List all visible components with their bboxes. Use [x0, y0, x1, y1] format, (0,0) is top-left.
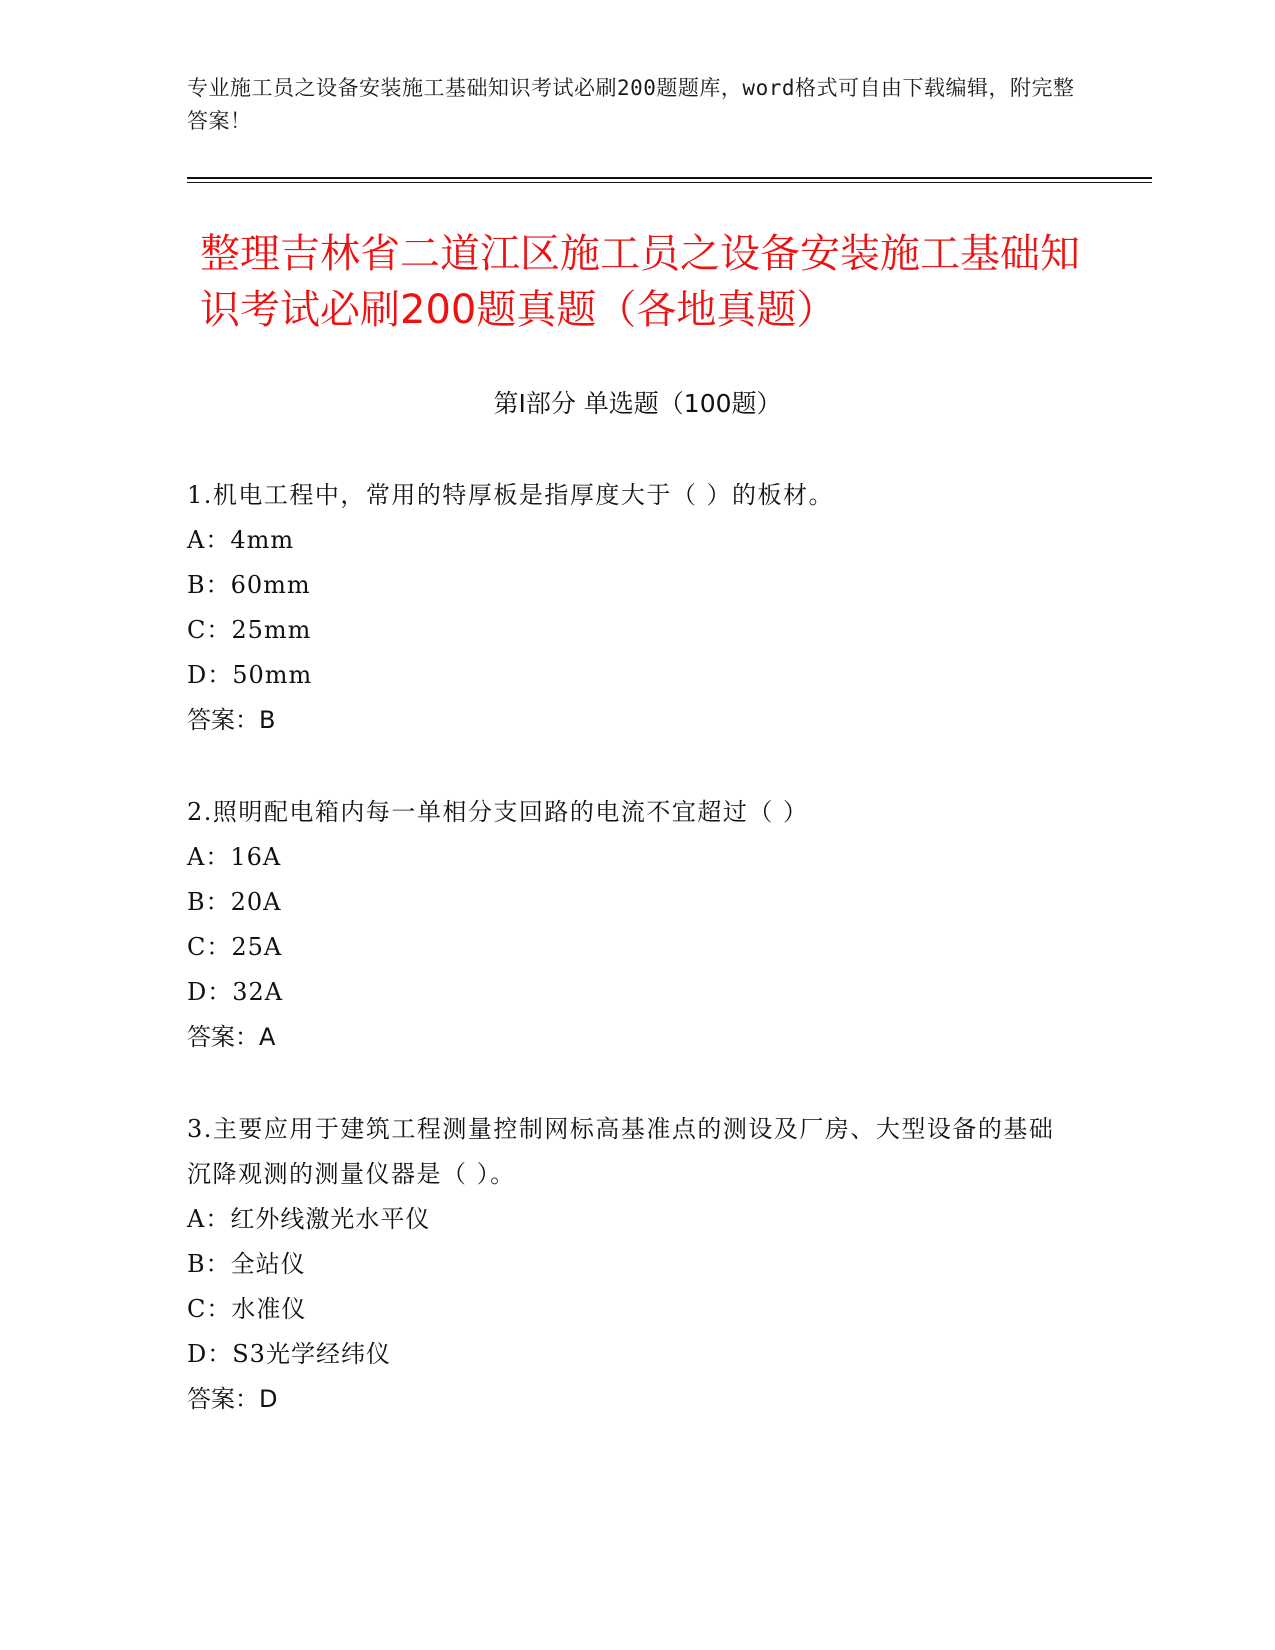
option-d: D：50mm [187, 661, 313, 689]
question-3 [187, 1107, 1067, 1422]
question-stem: 2.照明配电箱内每一单相分支回路的电流不宜超过（ ） [187, 798, 809, 826]
answer: 答案：A [187, 1023, 276, 1051]
header-rule-thin [187, 182, 1152, 183]
option-a: A：4mm [187, 526, 295, 554]
section-heading: 第I部分 单选题（100题） [493, 389, 782, 418]
option-c: C：水准仪 [187, 1295, 307, 1323]
header-rule-thick [187, 177, 1152, 179]
answer: 答案：D [187, 1385, 278, 1413]
answer: 答案：B [187, 706, 276, 734]
header-note: 专业施工员之设备安装施工基础知识考试必刷200题题库，word格式可自由下载编辑，附完整答案！ [187, 76, 1075, 133]
question-2 [187, 790, 1067, 1060]
option-b: B：全站仪 [187, 1250, 306, 1278]
option-a: A：16A [187, 843, 282, 871]
option-b: B：60mm [187, 571, 311, 599]
option-d: D：S3光学经纬仪 [187, 1340, 391, 1368]
question-1 [187, 473, 1067, 743]
option-c: C：25A [187, 933, 283, 961]
option-b: B：20A [187, 888, 282, 916]
question-stem: 1.机电工程中，常用的特厚板是指厚度大于（ ）的板材。 [187, 481, 835, 509]
option-a: A：红外线激光水平仪 [187, 1205, 431, 1233]
question-stem: 3.主要应用于建筑工程测量控制网标高基准点的测设及厂房、大型设备的基础沉降观测的测量仪器是（ ）。 [187, 1115, 1055, 1188]
document-title: 整理吉林省二道江区施工员之设备安装施工基础知识考试必刷200题真题（各地真题） [200, 231, 1080, 333]
option-d: D：32A [187, 978, 284, 1006]
option-c: C：25mm [187, 616, 312, 644]
